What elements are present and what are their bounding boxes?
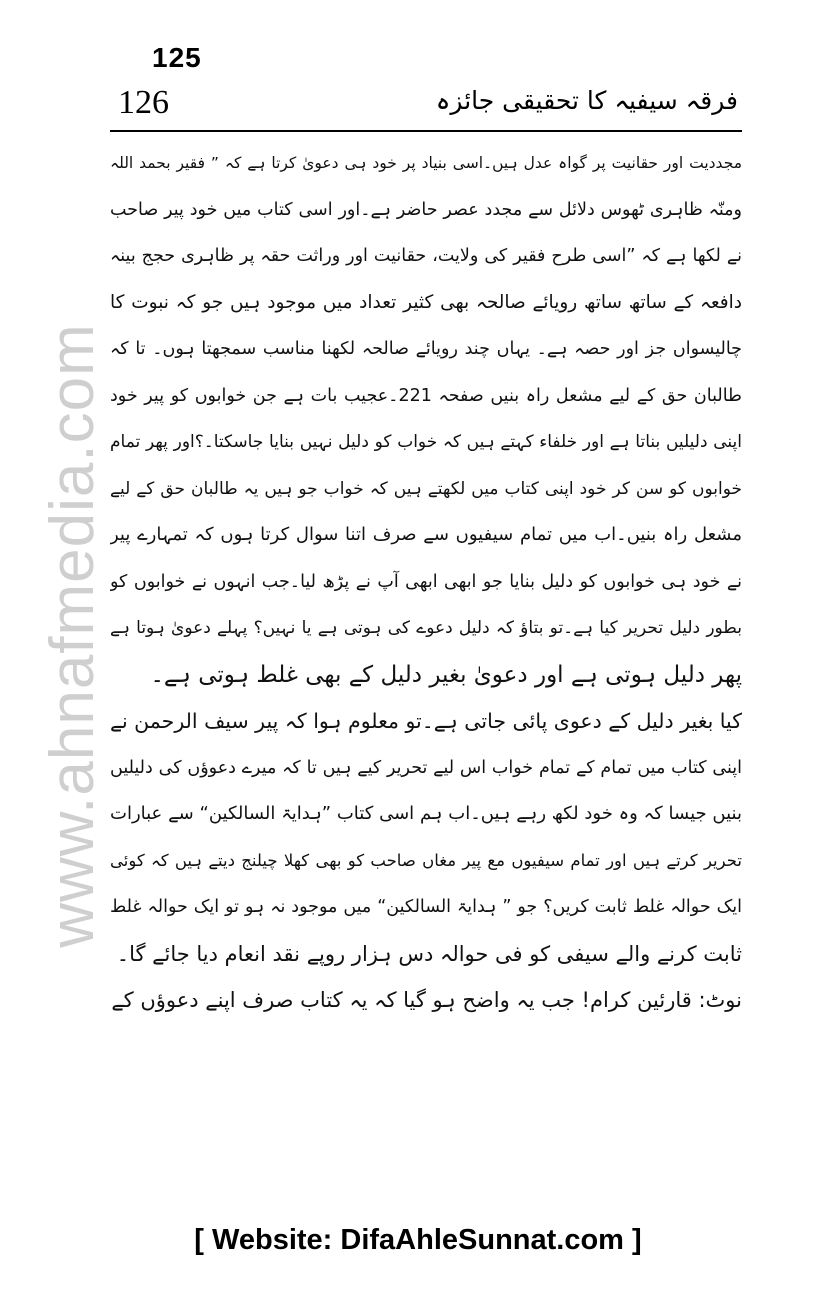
text-line: مشعل راہ بنیں۔اب میں تمام سیفیوں سے صرف اتنا سوال کرتا ہوں کہ تمہارے پیر xyxy=(110,524,742,545)
scan-page-number: 125 xyxy=(152,42,202,73)
text-line: ثابت کرنے والے سیفی کو فی حوالہ دس ہزار روپے نقد انعام دیا جائے گا۔ xyxy=(116,941,742,966)
text-line: اپنی کتاب میں تمام کے تمام خواب اس لیے تحریر کیے ہیں تا کہ میرے دعوؤں کی دلیلیں xyxy=(110,757,742,778)
text-line: ومنّہ ظاہری ٹھوس دلائل سے مجدد عصر حاضر ہے۔اور اسی کتاب میں خود پیر صاحب xyxy=(110,199,742,220)
text-line: پھر دلیل ہوتی ہے اور دعویٰ بغیر دلیل کے بھی غلط ہوتی ہے۔ xyxy=(150,661,742,688)
text-line: خوابوں کو سن کر خود اپنی کتاب میں لکھتے ہیں کہ خواب جو ہیں یہ طالبان حق کے لیے xyxy=(110,478,742,499)
text-line: بطور دلیل تحریر کیا ہے۔تو بتاؤ کہ دلیل دعوے کی ہوتی ہے یا نہیں؟ پہلے دعویٰ ہوتا ہے xyxy=(110,618,742,638)
text-line: نے خود ہی خوابوں کو دلیل بنایا جو ابھی ابھی آپ نے پڑھ لیا۔جب انہوں نے خوابوں کو xyxy=(110,571,742,592)
text-line: نے لکھا ہے کہ ”اسی طرح فقیر کی ولایت، حقانیت اور وراثت حقہ پر ظاہری حجج بینہ xyxy=(110,246,742,266)
website-footer: [ Website: DifaAhleSunnat.com ] xyxy=(194,1224,642,1256)
book-title: فرقہ سیفیہ کا تحقیقی جائزہ xyxy=(435,86,738,115)
text-line: ایک حوالہ غلط ثابت کریں؟ جو ” ہدایۃ السالکین“ میں موجود نہ ہو تو ایک حوالہ غلط xyxy=(110,897,742,917)
text-line: چالیسواں جز اور حصہ ہے۔ یہاں چند رویائے صالحہ لکھنا مناسب سمجھتا ہوں۔ تا کہ xyxy=(110,339,742,359)
running-header xyxy=(110,84,742,132)
text-line: کیا بغیر دلیل کے دعوی پائی جاتی ہے۔تو معلوم ہوا کہ پیر سیف الرحمن نے xyxy=(110,709,742,733)
text-line: دافعہ کے ساتھ ساتھ رویائے صالحہ بھی کثیر تعداد میں موجود ہیں جو کہ نبوت کا xyxy=(110,291,742,313)
text-line: اپنی دلیلیں بناتا ہے اور خلفاء کہتے ہیں کہ خواب کو دلیل نہیں بنایا جاسکتا۔؟اور پھر تمام xyxy=(110,432,742,452)
book-page-number: 126 xyxy=(118,84,169,121)
text-line: مجددیت اور حقانیت پر گواہ عدل ہیں۔اسی بنیاد پر خود ہی دعویٰ کرتا ہے کہ ” فقیر بحمد اللہ xyxy=(110,154,742,172)
text-line: تحریر کرتے ہیں اور تمام سیفیوں مع پیر مغاں صاحب کو بھی کھلا چیلنج دیتے ہیں کہ کوئی xyxy=(110,850,742,870)
watermark-text: www.ahnafmedia.com xyxy=(37,322,107,948)
text-line: طالبان حق کے لیے مشعل راہ بنیں صفحہ 221۔عجیب بات ہے جن خوابوں کو پیر خود xyxy=(110,385,742,406)
body-text xyxy=(110,140,742,1024)
text-line: بنیں جیسا کہ وہ خود لکھ رہے ہیں۔اب ہم اسی کتاب ”ہدایۃ السالکین“ سے عبارات xyxy=(110,803,742,824)
watermark xyxy=(28,265,116,1005)
text-line: نوٹ: قارئین کرام! جب یہ واضح ہو گیا کہ یہ کتاب صرف اپنے دعوؤں کے xyxy=(111,988,742,1012)
